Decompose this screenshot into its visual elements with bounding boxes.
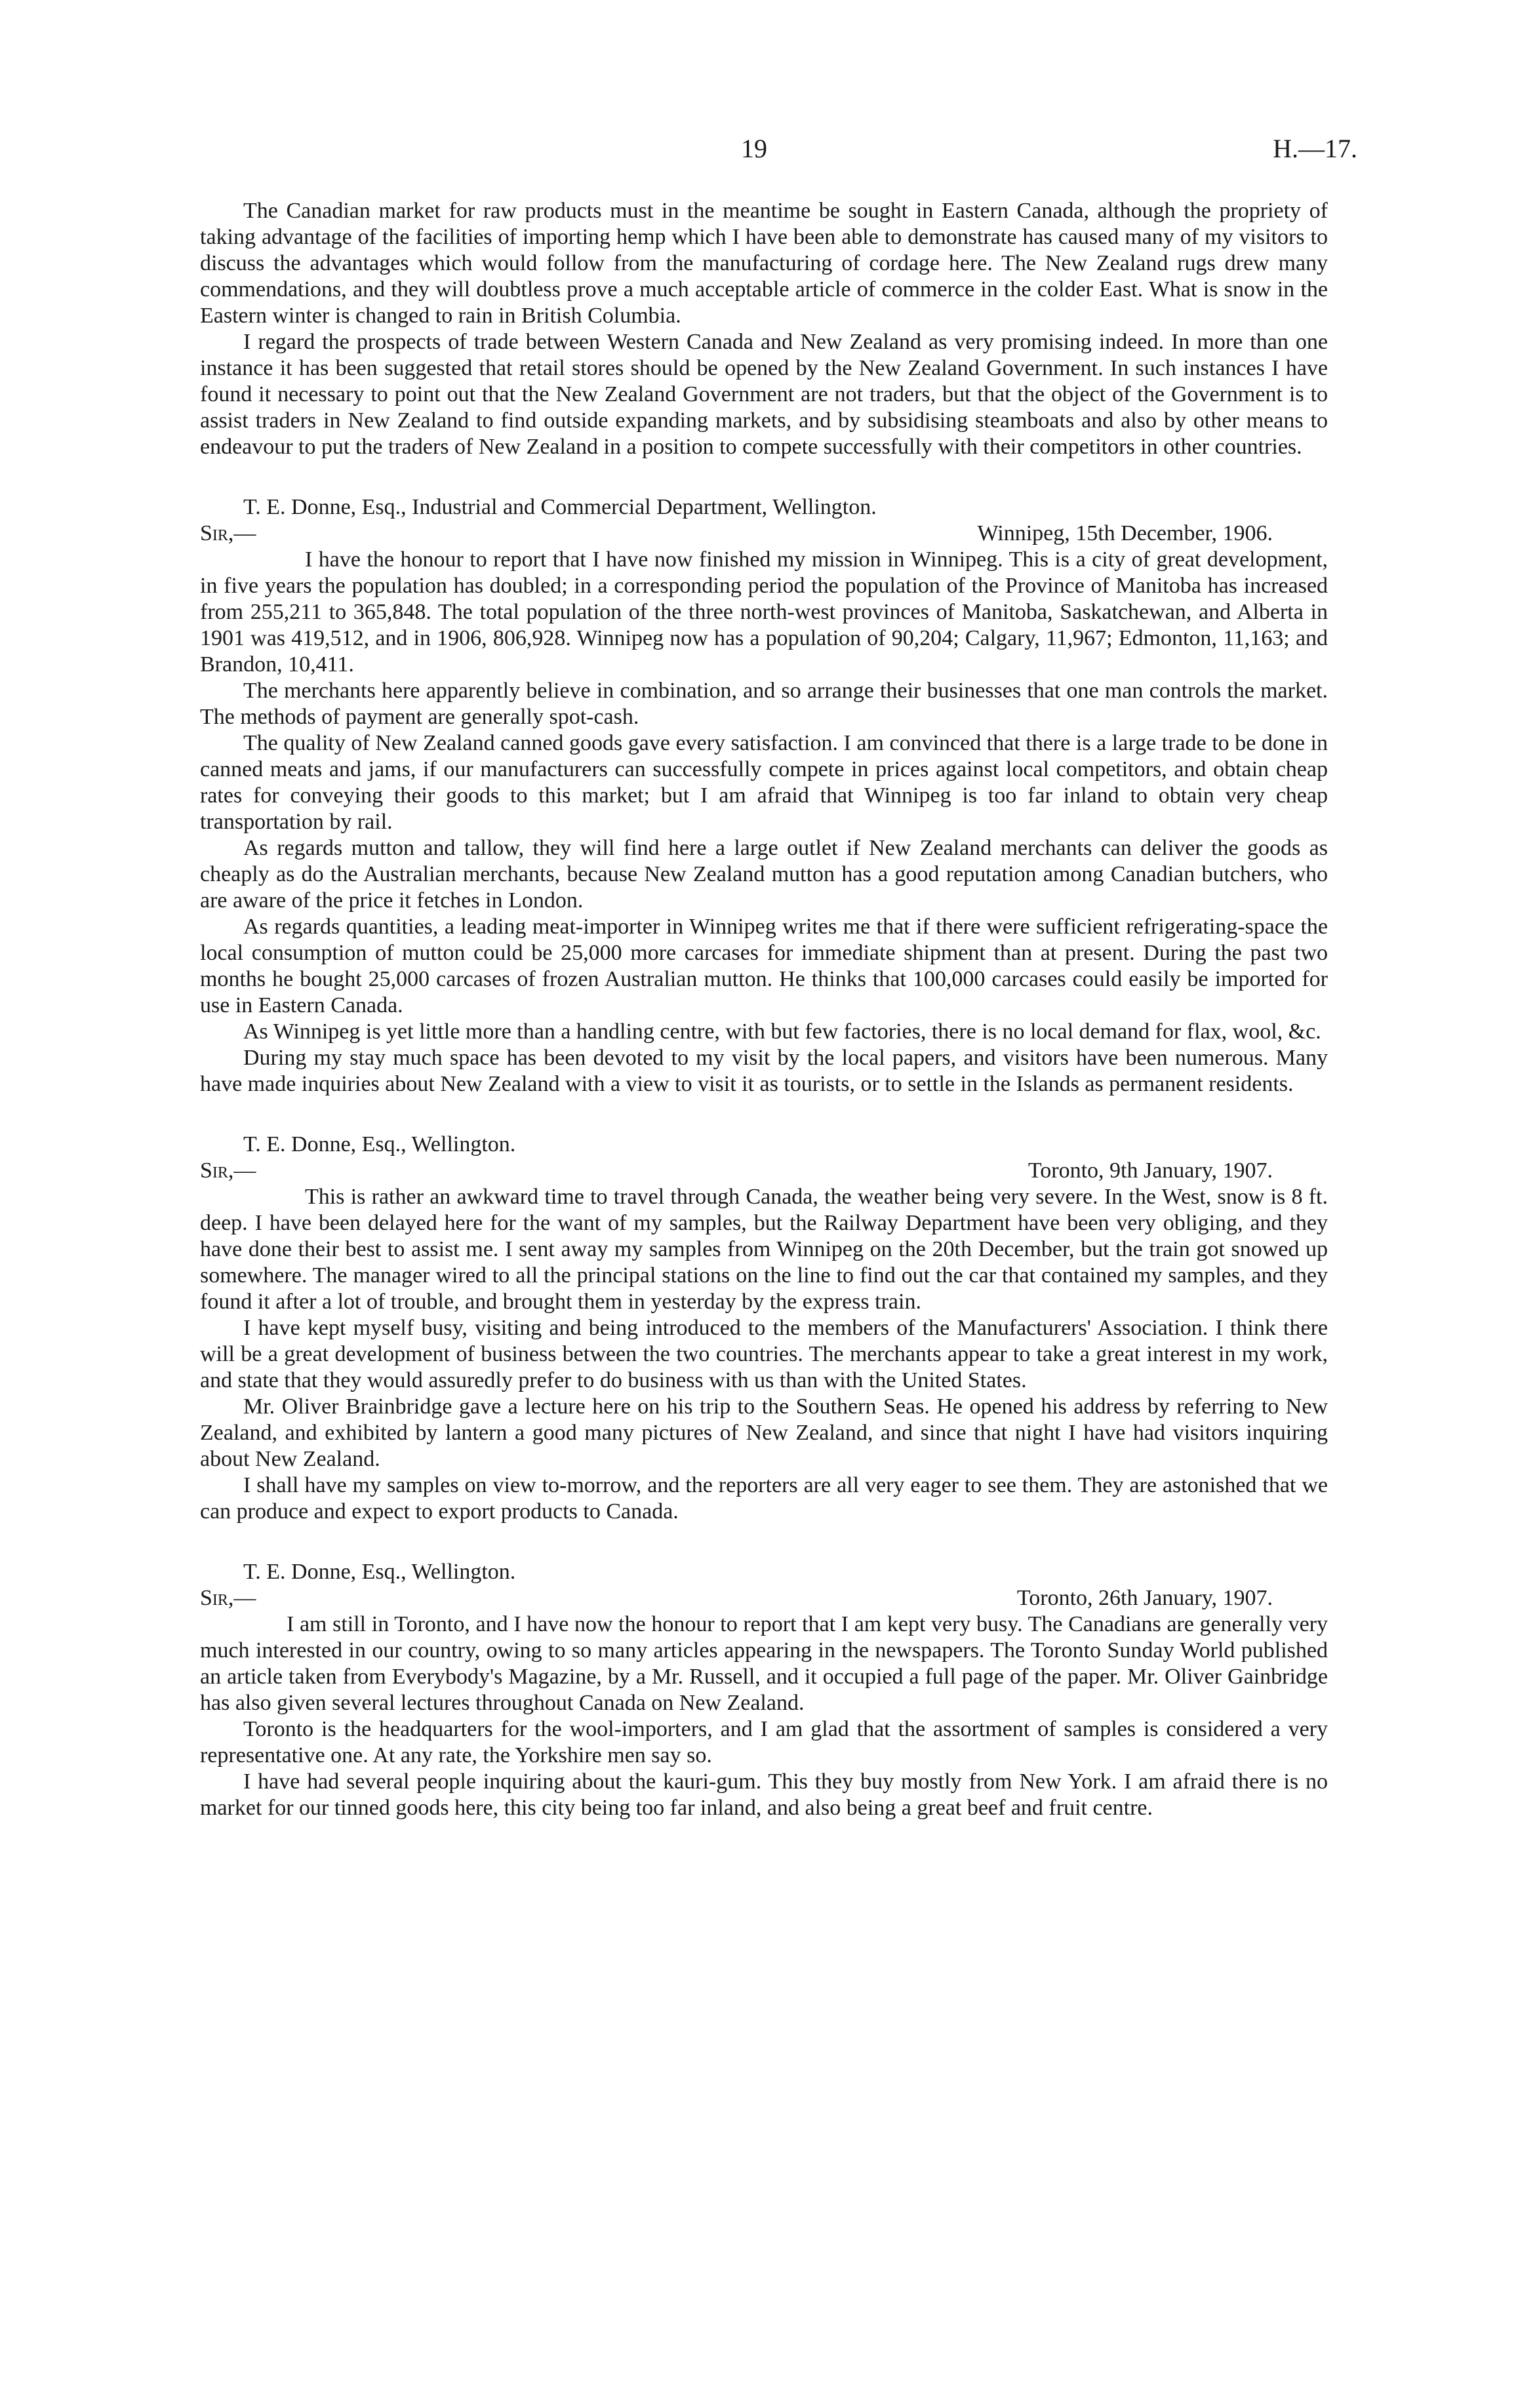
letter-toronto-9-january (200, 1132, 1328, 1525)
letter-paragraph: As regards mutton and tallow, they will find here a large outlet if New Zealand merchants can deliver the goods as cheaply as do the Australian merchants, because New Zealand mutton has a good reputation among Canadian butchers, who are aware of the price it fetches in London. (200, 836, 1328, 913)
letter-addressee: T. E. Donne, Esq., Industrial and Commercial Department, Wellington. (243, 495, 877, 519)
salutation: Sir,— (200, 1158, 256, 1183)
letter-paragraph: The quality of New Zealand canned goods gave every satisfaction. I am convinced that there is a large trade to be done in canned meats and jams, if our manufacturers can successfully compete in prices against local competitors, and obtain cheap rates for conveying their goods to this market; but I am afraid that Winnipeg is too far inland to obtain very cheap transportation by rail. (200, 731, 1328, 834)
letter-paragraph: I shall have my samples on view to-morrow, and the reporters are all very eager to see them. They are astonished that we can produce and expect to export products to Canada. (200, 1473, 1328, 1524)
letter-toronto-26-january (200, 1559, 1328, 1821)
intro-section (200, 198, 1328, 460)
letter-paragraph: The merchants here apparently believe in combination, and so arrange their businesses that one man controls the market. The methods of payment are generally spot-cash. (200, 679, 1328, 729)
letter-paragraph: I have had several people inquiring about the kauri-gum. This they buy mostly from New York. I am afraid there is no market for our tinned goods here, this city being too far inland, and also being a great beef and fruit centre. (200, 1769, 1328, 1820)
intro-paragraph: The Canadian market for raw products must in the meantime be sought in Eastern Canada, although the propriety of taking advantage of the facilities of importing hemp which I have been able to demonstrate has caused many of my visitors to discuss the advantages which would follow from the manufacturing of cordage here. The New Zealand rugs drew many commendations, and they will doubtless prove a much acceptable article of commerce in the colder East. What is snow in the Eastern winter is changed to rain in British Columbia. (200, 199, 1328, 328)
letter-paragraph: I am still in Toronto, and I have now the honour to report that I am kept very busy. The Canadians are generally very much interested in our country, owing to so many articles appearing in the newspapers. The Toronto Sunday World published an article taken from Everybody's Magazine, by a Mr. Russell, and it occupied a full page of the paper. Mr. Oliver Gainbridge has also given several lectures throughout Canada on New Zealand. (200, 1612, 1328, 1715)
intro-paragraph: I regard the prospects of trade between Western Canada and New Zealand as very promising indeed. In more than one instance it has been suggested that retail stores should be opened by the New Zealand Government. In such instances I have found it necessary to point out that the New Zealand Government are not traders, but that the object of the Government is to assist traders in New Zealand to find outside expanding markets, and by subsidising steamboats and also by other means to endeavour to put the traders of New Zealand in a position to compete successfully with their competitors in other countries. (200, 330, 1328, 459)
letter-paragraph: I have the honour to report that I have now finished my mission in Winnipeg. This is a city of great development, in five years the population has doubled; in a corresponding period the population of the Province of Manitoba has increased from 255,211 to 365,848. The total population of the three north-west provinces of Manitoba, Saskatchewan, and Alberta in 1901 was 419,512, and in 1906, 806,928. Winnipeg now has a population of 90,204; Calgary, 11,967; Edmonton, 11,163; and Brandon, 10,411. (200, 547, 1328, 677)
letter-paragraph: During my stay much space has been devoted to my visit by the local papers, and visitors have been numerous. Many have made inquiries about New Zealand with a view to visit it as tourists, or to settle in the Islands as permanent residents. (200, 1046, 1328, 1096)
salutation: Sir,— (200, 521, 256, 545)
place-date: Winnipeg, 15th December, 1906. (977, 521, 1273, 545)
page-content (200, 198, 1328, 1821)
letter-paragraph: As Winnipeg is yet little more than a handling centre, with but few factories, there is no local demand for flax, wool, &c. (243, 1019, 1321, 1044)
salutation: Sir,— (200, 1586, 256, 1610)
document-code: H.—17. (1273, 134, 1357, 163)
letter-paragraph: As regards quantities, a leading meat-importer in Winnipeg writes me that if there were sufficient refrigerating-space the local consumption of mutton could be 25,000 more carcases for immediate shipment than at present. During the past two months he bought 25,000 carcases of frozen Australian mutton. He thinks that 100,000 carcases could easily be imported for use in Eastern Canada. (200, 915, 1328, 1017)
letter-paragraph: Toronto is the headquarters for the wool-importers, and I am glad that the assortment of samples is considered a very representative one. At any rate, the Yorkshire men say so. (200, 1717, 1328, 1767)
letter-winnipeg (200, 494, 1328, 1097)
place-date: Toronto, 9th January, 1907. (1028, 1158, 1273, 1183)
salutation-line (200, 1158, 1328, 1184)
letter-addressee: T. E. Donne, Esq., Wellington. (243, 1560, 516, 1584)
place-date: Toronto, 26th January, 1907. (1016, 1586, 1273, 1610)
letter-paragraph: This is rather an awkward time to travel through Canada, the weather being very severe. In the West, snow is 8 ft. deep. I have been delayed here for the want of my samples, but the Railway Department have been very obliging, and they have done their best to assist me. I sent away my samples from Winnipeg on the 20th December, but the train got snowed up somewhere. The manager wired to all the principal stations on the line to find out the car that contained my samples, and they found it after a lot of trouble, and brought them in yesterday by the express train. (200, 1185, 1328, 1314)
salutation-line (200, 1585, 1328, 1611)
salutation-line (200, 521, 1328, 547)
letter-paragraph: Mr. Oliver Brainbridge gave a lecture here on his trip to the Southern Seas. He opened his address by referring to New Zealand, and exhibited by lantern a good many pictures of New Zealand, and since that night I have had visitors inquiring about New Zealand. (200, 1394, 1328, 1471)
letter-paragraph: I have kept myself busy, visiting and being introduced to the members of the Manufacturers' Association. I think there will be a great development of business between the two countries. The merchants appear to take a great interest in my work, and state that they would assuredly prefer to do business with us than with the United States. (200, 1316, 1328, 1392)
letter-addressee: T. E. Donne, Esq., Wellington. (243, 1132, 516, 1156)
page-number: 19 (741, 134, 767, 163)
